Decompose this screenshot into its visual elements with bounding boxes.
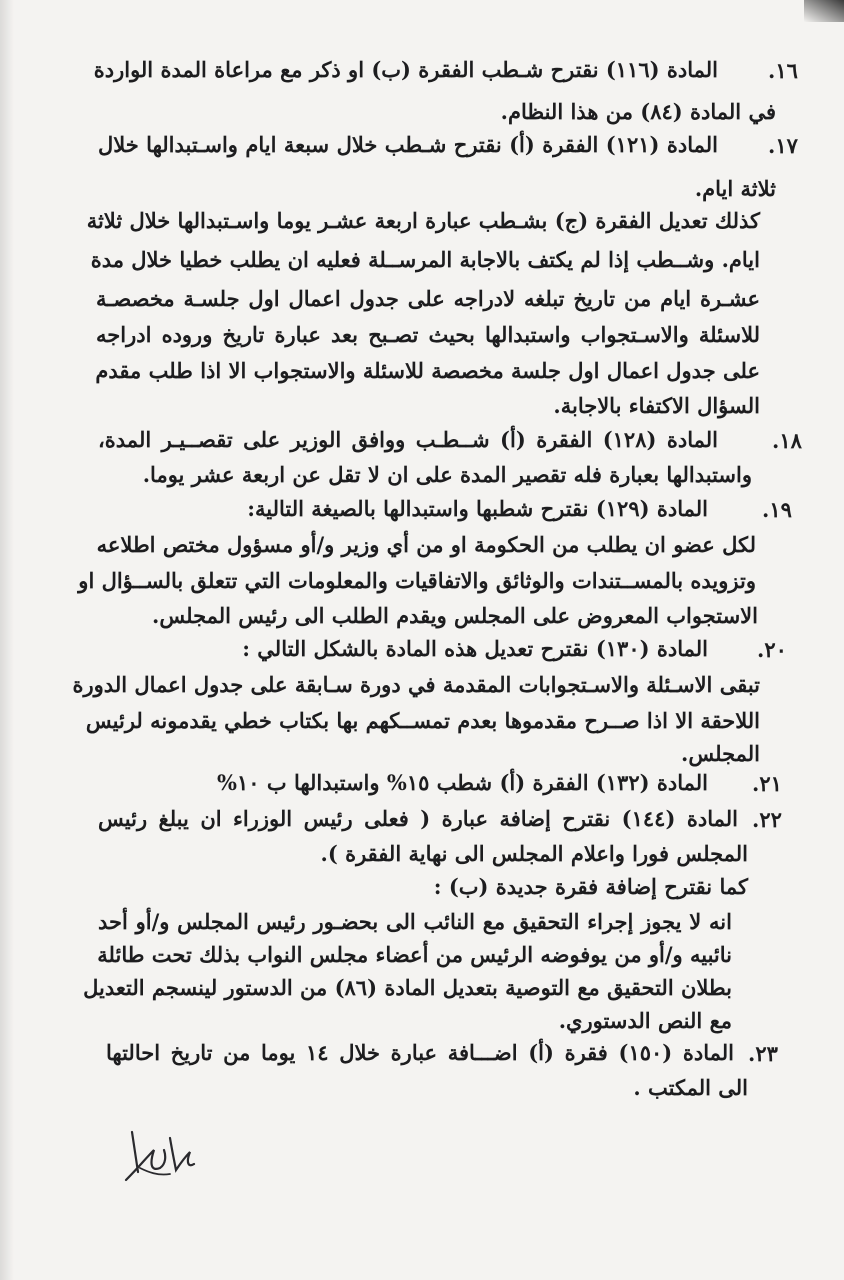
item-17-line-5: عشـرة ايام من تاريخ تبلغه لادراجه على جدول اعمال اول جلسـة مخصصـة (96, 286, 760, 311)
item-20-line-2: تبقى الاسـئلة والاسـتجوابات المقدمة في دورة سـابقة على جدول اعمال الدورة (72, 672, 760, 697)
item-23-line-2: الى المكتب . (633, 1075, 748, 1100)
item-21-line-1: المادة (١٣٢) الفقرة (أ) شطب ١٥% واستبدالها ب ١٠% (217, 770, 708, 795)
item-19-line-3: وتزويده بالمســتندات والوثائق والاتفاقيات والمعلومات التي تتعلق بالســؤال او (78, 568, 756, 593)
item-23-line-1: المادة (١٥٠) فقرة (أ) اضـــافة عبارة خلال ١٤ يوما من تاريخ احالتها (106, 1040, 735, 1065)
item-17-line-3: كذلك تعديل الفقرة (ج) بشـطب عبارة اربعة عشـر يوما واسـتبدالها خلال ثلاثة (86, 208, 760, 233)
item-17-line-1: المادة (١٢١) الفقرة (أ) نقترح شـطب خلال سبعة ايام واسـتبدالها خلال (98, 132, 718, 157)
item-number-23: .٢٣ (748, 1041, 778, 1066)
item-18-line-1: المادة (١٢٨) الفقرة (أ) شــطـب ووافق الوزير على تقصــيـر المدة، (98, 427, 718, 452)
item-22-line-1: المادة (١٤٤) نقترح إضافة عبارة ( فعلى رئيس الوزراء ان يبلغ رئيس (98, 806, 738, 831)
item-number-17: .١٧ (768, 133, 798, 158)
item-number-19: .١٩ (762, 497, 792, 522)
item-22-line-6: بطلان التحقيق مع التوصية بتعديل المادة (٨٦) من الدستور لينسجم التعديل (83, 975, 732, 1000)
item-17-line-7: على جدول اعمال اول جلسة مخصصة للاسئلة والاستجواب الا اذا طلب مقدم (95, 358, 760, 383)
page-edge-shadow (0, 0, 14, 1280)
item-17-line-8: السؤال الاكتفاء بالاجابة. (553, 393, 760, 418)
item-number-22: .٢٢ (752, 807, 782, 832)
item-22-line-5: نائبيه و/أو من يوفوضه الرئيس من أعضاء مجلس النواب بذلك تحت طائلة (97, 942, 732, 967)
item-20-line-1: المادة (١٣٠) نقترح تعديل هذه المادة بالشكل التالي : (242, 636, 708, 661)
item-number-18: .١٨ (772, 428, 802, 453)
item-17-line-6: للاسئلة والاسـتجواب واستبدالها بحيث تصـبح بعد عبارة تاريخ وروده ادراجه (96, 322, 760, 347)
item-20-line-4: المجلس. (681, 741, 760, 766)
corner-shadow (804, 0, 844, 22)
item-number-21: .٢١ (752, 771, 782, 796)
item-18-line-2: واستبدالها بعبارة فله تقصير المدة على ان لا تقل عن اربعة عشر يوما. (142, 462, 752, 487)
item-22-line-2: المجلس فورا واعلام المجلس الى نهاية الفقرة ). (320, 841, 748, 866)
item-19-line-4: الاستجواب المعروض على المجلس ويقدم الطلب الى رئيس المجلس. (152, 603, 758, 628)
item-17-line-2: ثلاثة ايام. (694, 176, 776, 201)
item-20-line-3: اللاحقة الا اذا صــرح مقدموها بعدم تمســكهم بها بكتاب خطي يقدمونه لرئيس (85, 708, 760, 733)
item-number-16: .١٦ (768, 58, 798, 83)
item-22-line-4: انه لا يجوز إجراء التحقيق مع النائب الى بحضـور رئيس المجلس و/أو أحد (98, 909, 732, 934)
item-number-20: .٢٠ (757, 637, 787, 662)
item-16-line-2: في المادة (٨٤) من هذا النظام. (500, 99, 776, 124)
item-22-line-7: مع النص الدستوري. (558, 1008, 732, 1033)
item-17-line-4: ايام. وشــطب إذا لم يكتف بالاجابة المرســلة فعليه ان يطلب خطيا خلال مدة (90, 247, 760, 272)
item-19-line-2: لكل عضو ان يطلب من الحكومة او من أي وزير و/أو مسؤول مختص اطلاعه (96, 532, 756, 557)
item-16-line-1: المادة (١١٦) نقترح شـطب الفقرة (ب) او ذكر مع مراعاة المدة الواردة (93, 57, 718, 82)
item-19-line-1: المادة (١٢٩) نقترح شطبها واستبدالها بالصيغة التالية: (247, 496, 708, 521)
handwritten-signature (120, 1128, 200, 1192)
item-22-line-3: كما نقترح إضافة فقرة جديدة (ب) : (433, 874, 748, 899)
